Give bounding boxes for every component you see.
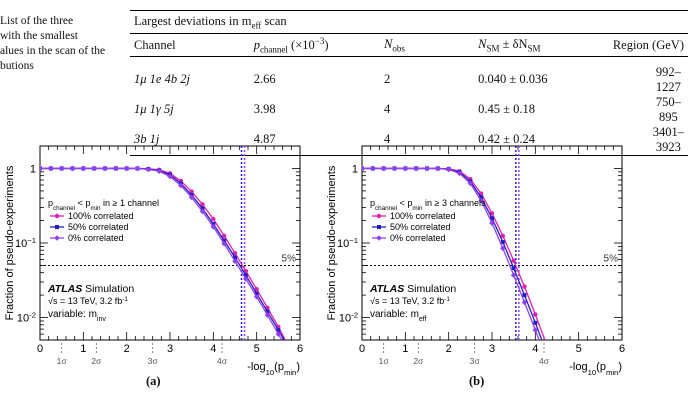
y-tick-label: $10^{-1}$: [336, 235, 358, 250]
cell-channel: 1μ 1γ 5j: [134, 102, 174, 116]
cell-p: 3.98: [253, 102, 276, 116]
x-tick-label: 6: [296, 343, 304, 355]
panel-label-b: (b): [469, 374, 485, 388]
y-axis-label: Fraction of pseudo-experiments: [326, 165, 338, 321]
data-point: [287, 345, 291, 349]
table-title-tail: scan: [261, 13, 287, 28]
header-nobs-sub: obs: [392, 43, 405, 54]
legend-marker: [377, 214, 381, 218]
x-tick-label: 3: [166, 343, 174, 355]
x-tick-label: 0: [358, 343, 366, 355]
data-point: [522, 284, 526, 288]
sigma-label: 2σ: [413, 356, 424, 366]
legend-title: $p_{channel} < p_{min}$ in ≥ 1 channel: [48, 198, 159, 212]
x-tick-label: 5: [575, 343, 582, 355]
data-point: [276, 331, 282, 337]
legend-marker: [376, 235, 382, 241]
variable-label: variable: $m_{inv}$: [48, 309, 106, 323]
series-group: [37, 166, 292, 356]
y-axis-label: Fraction of pseudo-experiments: [4, 165, 16, 321]
sigma-label: 2σ: [91, 356, 102, 366]
series-line: [40, 168, 289, 347]
y-tick-label: 1: [29, 163, 36, 176]
series-line: [40, 168, 289, 348]
legend-marker: [55, 214, 59, 218]
series-group: [359, 166, 549, 362]
data-point: [523, 293, 527, 297]
legend-entry: 0% correlated: [68, 233, 124, 243]
sigma-label: 1σ: [378, 356, 389, 366]
x-axis-label: $-\log_{10}(p_{min})$: [247, 361, 300, 377]
cell-channel: 3b 1j: [130, 125, 250, 156]
cell-nsm: 0.040 ± 0.036: [478, 72, 548, 86]
header-p-sym: p: [253, 37, 260, 52]
cell-region: 992–1227: [655, 64, 681, 94]
header-channel: Channel: [130, 34, 250, 57]
legend-marker: [55, 225, 59, 229]
energy-label: √s = 13 TeV, 3.2 $fb^{-1}$: [370, 295, 450, 306]
cell-nobs: 4: [380, 125, 474, 156]
cell-nobs: 2: [384, 72, 391, 86]
header-nsm-mid: ± δN: [499, 36, 528, 51]
x-tick-label: 1: [402, 343, 409, 355]
y-tick-label: 1: [351, 163, 358, 176]
threshold-label: 5%: [281, 253, 296, 265]
legend-marker: [377, 225, 381, 229]
legend-title: $p_{channel} < p_{min}$ in ≥ 3 channels: [370, 198, 486, 212]
x-tick-label: 2: [445, 343, 452, 355]
variable-label: variable: $m_{eff}$: [370, 309, 427, 323]
atlas-label: ATLAS Simulation: [370, 283, 457, 295]
x-tick-label: 1: [80, 343, 87, 355]
plot-panel-a: [4, 146, 303, 377]
plot-panel-b: [326, 146, 625, 377]
x-tick-label: 3: [488, 343, 496, 355]
x-tick-label: 2: [123, 343, 130, 355]
cell-region: 750–895: [655, 94, 681, 124]
caption-line: alues in the scan of the: [0, 45, 106, 57]
data-point: [533, 312, 537, 316]
legend-entry: 50% correlated: [68, 222, 129, 232]
legend-marker: [54, 235, 60, 241]
legend-entry: 50% correlated: [390, 222, 451, 232]
x-tick-label: 4: [532, 343, 539, 355]
x-tick-label: 5: [253, 343, 260, 355]
header-p-exp: −3: [314, 35, 325, 46]
sigma-label: 3σ: [147, 356, 158, 366]
cell-p: 2.66: [253, 72, 276, 86]
cell-channel: 1μ 1e 4b 2j: [134, 72, 190, 86]
header-p-sub: channel: [259, 44, 288, 55]
y-tick-label: $10^{-1}$: [14, 235, 36, 250]
legend-entry: 100% correlated: [390, 211, 456, 221]
data-point: [211, 217, 215, 221]
y-tick-label: $10^{-2}$: [16, 310, 36, 325]
threshold-label: 5%: [603, 253, 618, 265]
table-title-text: Largest deviations in m: [134, 13, 252, 28]
y-tick-label: $10^{-2}$: [338, 310, 358, 325]
caption-line: butions: [0, 60, 34, 72]
legend-entry: 0% correlated: [390, 233, 446, 243]
sigma-label: 4σ: [217, 356, 227, 366]
data-point: [287, 347, 291, 351]
header-p-close: ): [324, 37, 329, 52]
x-tick-label: 6: [618, 343, 626, 355]
sigma-label: 3σ: [469, 356, 480, 366]
caption-line: with the smallest: [0, 30, 78, 42]
header-p-unit: (×10: [287, 37, 315, 52]
table-title-sub: eff: [251, 20, 262, 31]
data-point: [544, 350, 548, 354]
header-nsm-sub2: SM: [527, 43, 541, 54]
header-nsm-sub: SM: [486, 43, 500, 54]
x-tick-label: 4: [210, 343, 217, 355]
data-point: [512, 266, 516, 270]
legend-entry: 100% correlated: [68, 211, 134, 221]
atlas-label: ATLAS Simulation: [48, 283, 135, 295]
cell-p: 4.87: [250, 125, 380, 156]
data-point: [533, 321, 537, 325]
header-nsm-sym: N: [478, 36, 487, 51]
caption-line: List of the three: [0, 15, 74, 27]
series-line: [40, 168, 289, 352]
panel-label-a: (a): [146, 374, 161, 388]
sigma-label: 4σ: [539, 356, 549, 366]
cell-nsm: 0.45 ± 0.18: [478, 102, 536, 116]
x-tick-label: 0: [36, 343, 44, 355]
cell-nsm: 0.42 ± 0.24: [474, 125, 593, 156]
cell-nobs: 4: [384, 102, 391, 116]
header-nobs-sym: N: [384, 36, 393, 51]
energy-label: √s = 13 TeV, 3.2 $fb^{-1}$: [48, 295, 128, 306]
data-point: [286, 350, 292, 356]
sigma-label: 1σ: [56, 356, 67, 366]
data-point: [511, 258, 515, 262]
header-region: Region (GeV): [593, 34, 688, 57]
data-point: [544, 341, 548, 345]
cell-region: 3401–3923: [593, 125, 688, 156]
x-axis-label: $-\log_{10}(p_{min})$: [569, 361, 622, 377]
